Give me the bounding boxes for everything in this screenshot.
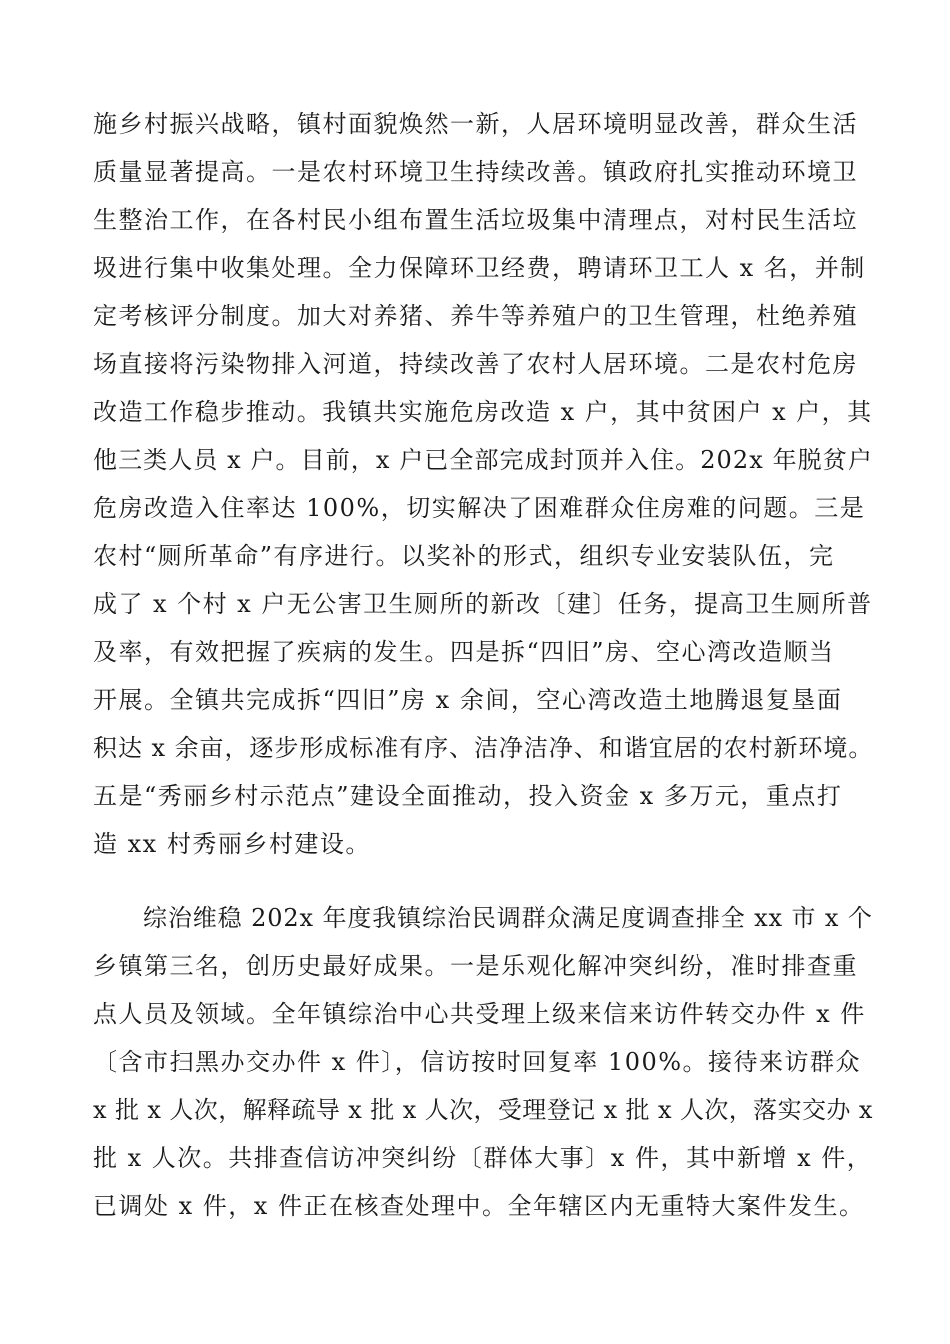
text-line: 五是“秀丽乡村示范点”建设全面推动，投入资金 x 多万元，重点打: [93, 782, 843, 810]
text-line: 点人员及领域。全年镇综治中心共受理上级来信来访件转交办件 x 件: [93, 1000, 866, 1028]
text-line: 成了 x 个村 x 户无公害卫生厕所的新改〔建〕任务，提高卫生厕所普: [93, 590, 873, 618]
text-line: 他三类人员 x 户。目前，x 户已全部完成封顶并入住。202x 年脱贫户: [93, 446, 873, 474]
text-line: 危房改造入住率达 100%，切实解决了困难群众住房难的问题。三是: [93, 494, 866, 522]
text-line: 已调处 x 件，x 件正在核查处理中。全年辖区内无重特大案件发生。: [93, 1192, 865, 1220]
text-line: 改造工作稳步推动。我镇共实施危房改造 x 户，其中贫困户 x 户，其: [93, 398, 873, 426]
text-line: 定考核评分制度。加大对养猪、养牛等养殖户的卫生管理，杜绝养殖: [93, 302, 858, 330]
text-line: 生整治工作，在各村民小组布置生活垃圾集中清理点，对村民生活垃: [93, 206, 858, 234]
text-line: 及率，有效把握了疾病的发生。四是拆“四旧”房、空心湾改造顺当: [93, 638, 835, 666]
text-line: 批 x 人次。共排查信访冲突纠纷〔群体大事〕x 件，其中新增 x 件，: [93, 1144, 873, 1172]
text-line: 农村“厕所革命”有序进行。以奖补的形式，组织专业安装队伍，完: [93, 542, 835, 570]
text-line: 质量显著提高。一是农村环境卫生持续改善。镇政府扎实推动环境卫: [93, 158, 858, 186]
text-line: 积达 x 余亩，逐步形成标准有序、洁净洁净、和谐宜居的农村新环境。: [93, 734, 874, 762]
text-line: 施乡村振兴战略，镇村面貌焕然一新，人居环境明显改善，群众生活: [93, 110, 858, 138]
text-line: 乡镇第三名，创历史最好成果。一是乐观化解冲突纠纷，准时排查重: [93, 952, 858, 980]
text-line: 场直接将污染物排入河道，持续改善了农村人居环境。二是农村危房: [93, 350, 858, 378]
text-line: x 批 x 人次，解释疏导 x 批 x 人次，受理登记 x 批 x 人次，落实交办 x: [93, 1096, 873, 1124]
text-line: 造 xx 村秀丽乡村建设。: [93, 830, 371, 858]
text-line: 〔含市扫黑办交办件 x 件〕，信访按时回复率 100%。接待来访群众: [93, 1048, 862, 1076]
text-line-indented: 综治维稳 202x 年度我镇综治民调群众满足度调查排全 xx 市 x 个: [143, 904, 873, 932]
text-line: 圾进行集中收集处理。全力保障环卫经费，聘请环卫工人 x 名，并制: [93, 254, 866, 282]
text-line: 开展。全镇共完成拆“四旧”房 x 余间，空心湾改造土地腾退复垦面: [93, 686, 843, 714]
